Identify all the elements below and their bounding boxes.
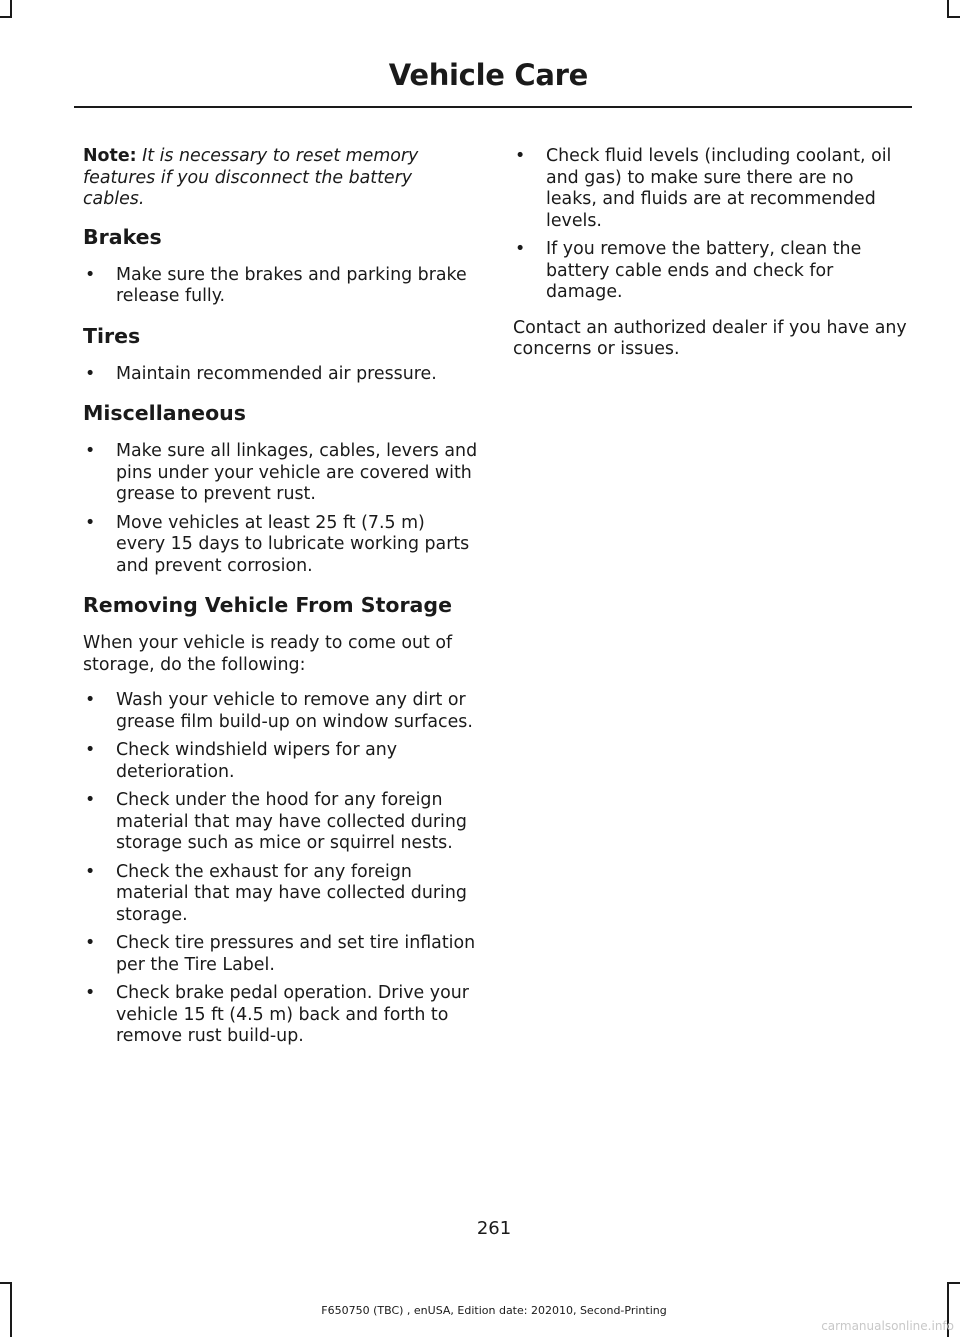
- list-removing-from-storage: [83, 690, 478, 1048]
- list-item-text: Check under the hood for any foreign material that may have collected during storage such as mice or squirrel nests.: [116, 790, 467, 853]
- list-item-text: Wash your vehicle to remove any dirt or grease film build-up on window surfaces.: [116, 690, 473, 732]
- header-divider: [74, 106, 912, 108]
- storage-intro: When your vehicle is ready to come out of storage, do the following:: [83, 633, 453, 675]
- list-item: [83, 862, 478, 927]
- crop-mark-top-left-h: [0, 16, 12, 18]
- list-item: [83, 441, 478, 506]
- list-item: [83, 790, 478, 855]
- list-item: [83, 364, 478, 386]
- crop-mark-top-right-h: [947, 16, 960, 18]
- crop-mark-bottom-right-h: [947, 1282, 960, 1284]
- edition-footer: F650750 (TBC) , enUSA, Edition date: 202010, Second-Printing: [321, 1304, 667, 1317]
- heading-removing-from-storage: Removing Vehicle From Storage: [83, 593, 452, 617]
- list-item-text: Make sure the brakes and parking brake release fully.: [116, 264, 467, 306]
- list-checks-continued: [513, 146, 908, 304]
- list-item: [83, 690, 478, 733]
- list-item: [83, 983, 478, 1048]
- list-item-text: Check windshield wipers for any deterioration.: [116, 740, 398, 782]
- right-column: [513, 146, 908, 375]
- crop-mark-bottom-left-h: [0, 1282, 12, 1284]
- heading-tires: Tires: [83, 323, 141, 348]
- list-item: [83, 513, 478, 578]
- bullet-icon: •: [85, 983, 96, 1003]
- bullet-icon: •: [85, 690, 96, 710]
- bullet-icon: •: [515, 239, 526, 259]
- bullet-icon: •: [515, 146, 526, 166]
- bullet-icon: •: [85, 363, 96, 384]
- list-item: [83, 740, 478, 783]
- list-item-text: Make sure all linkages, cables, levers and pins under your vehicle are covered with grease to prevent rust.: [116, 441, 478, 504]
- list-item-text: Move vehicles at least 25 ft (7.5 m) every 15 days to lubricate working parts and prevent corrosion.: [116, 512, 470, 576]
- list-item-text: Maintain recommended air pressure.: [116, 363, 437, 384]
- list-item-text: Check fluid levels (including coolant, oil and gas) to make sure there are no leaks, and fluids are at recommended levels.: [546, 146, 892, 231]
- list-item-text: Check the exhaust for any foreign material that may have collected during storage.: [116, 861, 467, 925]
- closing-paragraph: Contact an authorized dealer if you have any concerns or issues.: [513, 317, 907, 359]
- list-item-text: Check tire pressures and set tire inflation per the Tire Label.: [116, 933, 476, 975]
- note-label: Note:: [83, 146, 137, 166]
- left-column: [83, 146, 478, 1062]
- list-item-text: If you remove the battery, clean the battery cable ends and check for damage.: [546, 239, 862, 302]
- list-item-text: Check brake pedal operation. Drive your vehicle 15 ft (4.5 m) back and forth to remove rust build-up.: [116, 983, 469, 1046]
- list-brakes: [83, 265, 478, 308]
- watermark: carmanualsonline.info: [821, 1319, 954, 1333]
- list-item: [513, 239, 908, 304]
- list-item: [83, 933, 478, 976]
- list-miscellaneous: [83, 441, 478, 577]
- bullet-icon: •: [85, 441, 96, 461]
- bullet-icon: •: [85, 740, 96, 760]
- heading-brakes: Brakes: [83, 224, 162, 249]
- list-tires: [83, 364, 478, 386]
- note-paragraph: [83, 146, 478, 211]
- page-title: Vehicle Care: [388, 58, 588, 92]
- list-item: [513, 146, 908, 232]
- note-text: It is necessary to reset memory features if you disconnect the battery cables.: [83, 146, 419, 209]
- bullet-icon: •: [85, 790, 96, 810]
- bullet-icon: •: [85, 933, 96, 953]
- heading-miscellaneous: Miscellaneous: [83, 401, 246, 425]
- bullet-icon: •: [85, 264, 96, 285]
- bullet-icon: •: [85, 512, 96, 533]
- bullet-icon: •: [85, 861, 96, 882]
- page-number: 261: [476, 1218, 512, 1239]
- list-item: [83, 265, 478, 308]
